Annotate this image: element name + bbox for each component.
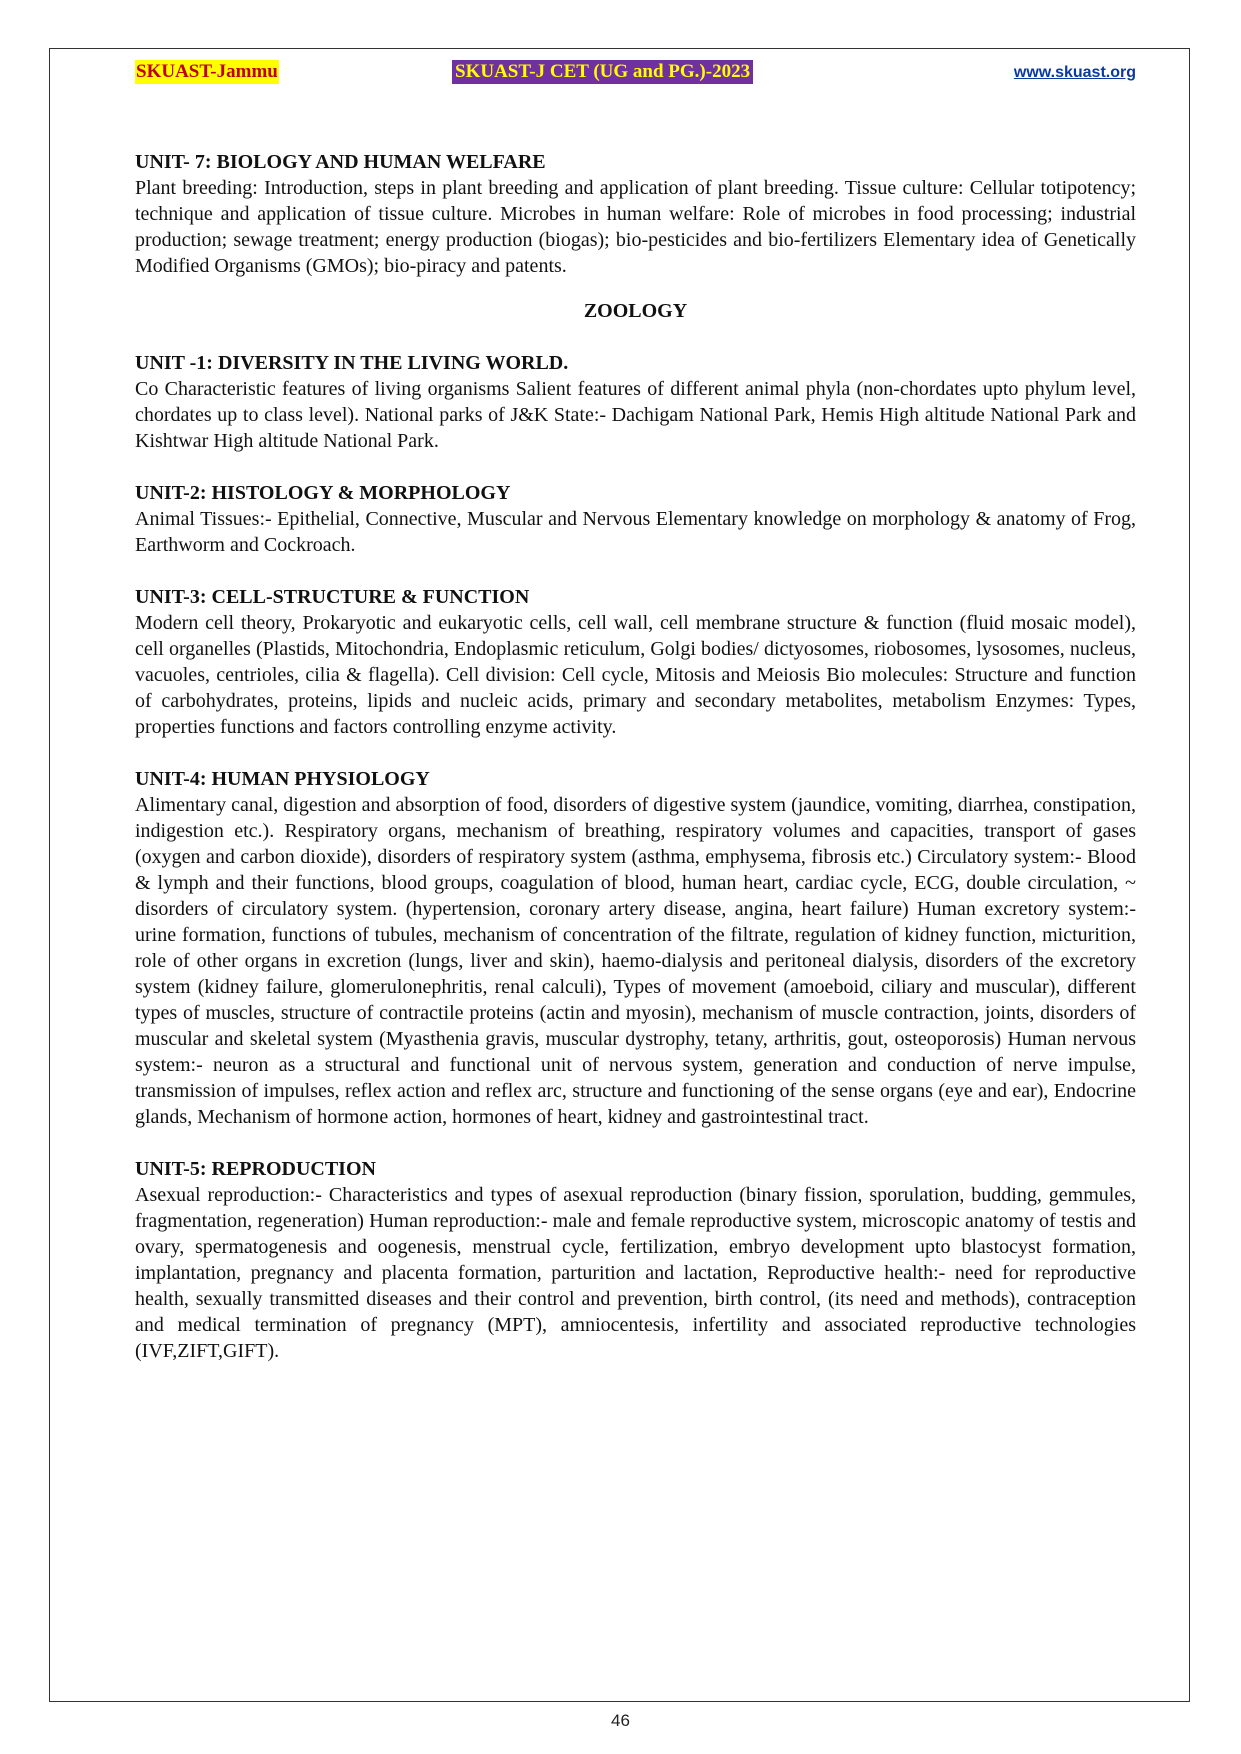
unit-block [135,149,1136,279]
unit-description: Co Characteristic features of living organisms Salient features of different animal phyla (non-chordates upto phylum level, chordates up to class level). National parks of J&K State:- Dachigam National Park, Hemis High altitude National Park and Kishtwar High altitude National Park. [135,378,1136,452]
unit-title: UNIT-2: HISTOLOGY & MORPHOLOGY [135,482,511,504]
section-heading: ZOOLOGY [583,300,688,322]
header-institution: SKUAST-Jammu [136,61,278,82]
unit-description: Plant breeding: Introduction, steps in plant breeding and application of plant breeding. Tissue culture: Cellular totipotency; technique and application of tissue culture. Microbes in human welfare: Role of microbes in food processing; industrial production; sewage treatment; energy production (biogas); bio-pesticides and bio-fertilizers Elementary idea of Genetically Modified Organisms (GMOs); bio-piracy and patents. [135,177,1136,277]
unit-description: Modern cell theory, Prokaryotic and eukaryotic cells, cell wall, cell membrane structure & function (fluid mosaic model), cell organelles (Plastids, Mitochondria, Endoplasmic reticulum, Golgi bodies/ dictyosomes, riobosomes, lysosomes, nucleus, vacuoles, centrioles, cilia & flagella). Cell division: Cell cycle, Mitosis and Meiosis Bio molecules: Structure and function of carbohydrates, proteins, lipids and nucleic acids, primary and secondary metabolites, metabolism Enzymes: Types, properties functions and factors controlling enzyme activity. [135,612,1136,738]
unit-description: Alimentary canal, digestion and absorption of food, disorders of digestive system (jaundice, vomiting, diarrhea, constipation, indigestion etc.). Respiratory organs, mechanism of breathing, respiratory volumes and capacities, transport of gases (oxygen and carbon dioxide), disorders of respiratory system (asthma, emphysema, fibrosis etc.) Circulatory system:- Blood & lymph and their functions, blood groups, coagulation of blood, human heart, cardiac cycle, ECG, double circulation, ~ disorders of circulatory system. (hypertension, coronary artery disease, angina, heart failure) Human excretory system:- urine formation, functions of tubules, mechanism of concentration of the filtrate, regulation of kidney function, micturition, role of other organs in excretion (lungs, liver and skin), haemo-dialysis and peritoneal dialysis, disorders of the excretory system (kidney failure, glomerulonephritis, renal calculi), Types of movement (amoeboid, ciliary and muscular), different types of muscles, structure of contractile proteins (actin and myosin), mechanism of muscle contraction, joints, disorders of muscular and skeletal system (Myasthenia gravis, muscular dystrophy, tetany, arthritis, gout, osteoporosis) Human nervous system:- neuron as a structural and functional unit of nervous system, generation and conduction of nerve impulse, transmission of impulses, reflex action and reflex arc, structure and functioning of the sense organs (eye and ear), Endocrine glands, Mechanism of hormone action, hormones of heart, kidney and gastrointestinal tract. [135,794,1136,1128]
unit-block [135,766,1136,1130]
unit-block [135,1156,1136,1364]
unit-description: Animal Tissues:- Epithelial, Connective, Muscular and Nervous Elementary knowledge on morphology & anatomy of Frog, Earthworm and Cockroach. [135,508,1136,556]
page-header [135,60,1136,88]
unit-block [135,584,1136,740]
header-website-link[interactable]: www.skuast.org [1013,64,1136,81]
page-number: 46 [611,1711,630,1730]
unit-block [135,350,1136,454]
unit-title: UNIT-3: CELL-STRUCTURE & FUNCTION [135,586,530,608]
unit-block [135,480,1136,558]
unit-title: UNIT-5: REPRODUCTION [135,1158,376,1180]
document-body [135,149,1136,1364]
unit-title: UNIT- 7: BIOLOGY AND HUMAN WELFARE [135,151,546,173]
header-exam-title: SKUAST-J CET (UG and PG.)-2023 [452,60,753,84]
unit-description: Asexual reproduction:- Characteristics and types of asexual reproduction (binary fission, sporulation, budding, gemmules, fragmentation, regeneration) Human reproduction:- male and female reproductive system, microscopic anatomy of testis and ovary, spermatogenesis and oogenesis, menstrual cycle, fertilization, embryo development upto blastocyst formation, implantation, pregnancy and placenta formation, parturition and lactation, Reproductive health:- need for reproductive health, sexually transmitted diseases and their control and prevention, birth control, (its need and methods), contraception and medical termination of pregnancy (MPT), amniocentesis, infertility and associated reproductive technologies (IVF,ZIFT,GIFT). [135,1184,1136,1362]
unit-title: UNIT-4: HUMAN PHYSIOLOGY [135,768,430,790]
unit-title: UNIT -1: DIVERSITY IN THE LIVING WORLD. [135,352,569,374]
